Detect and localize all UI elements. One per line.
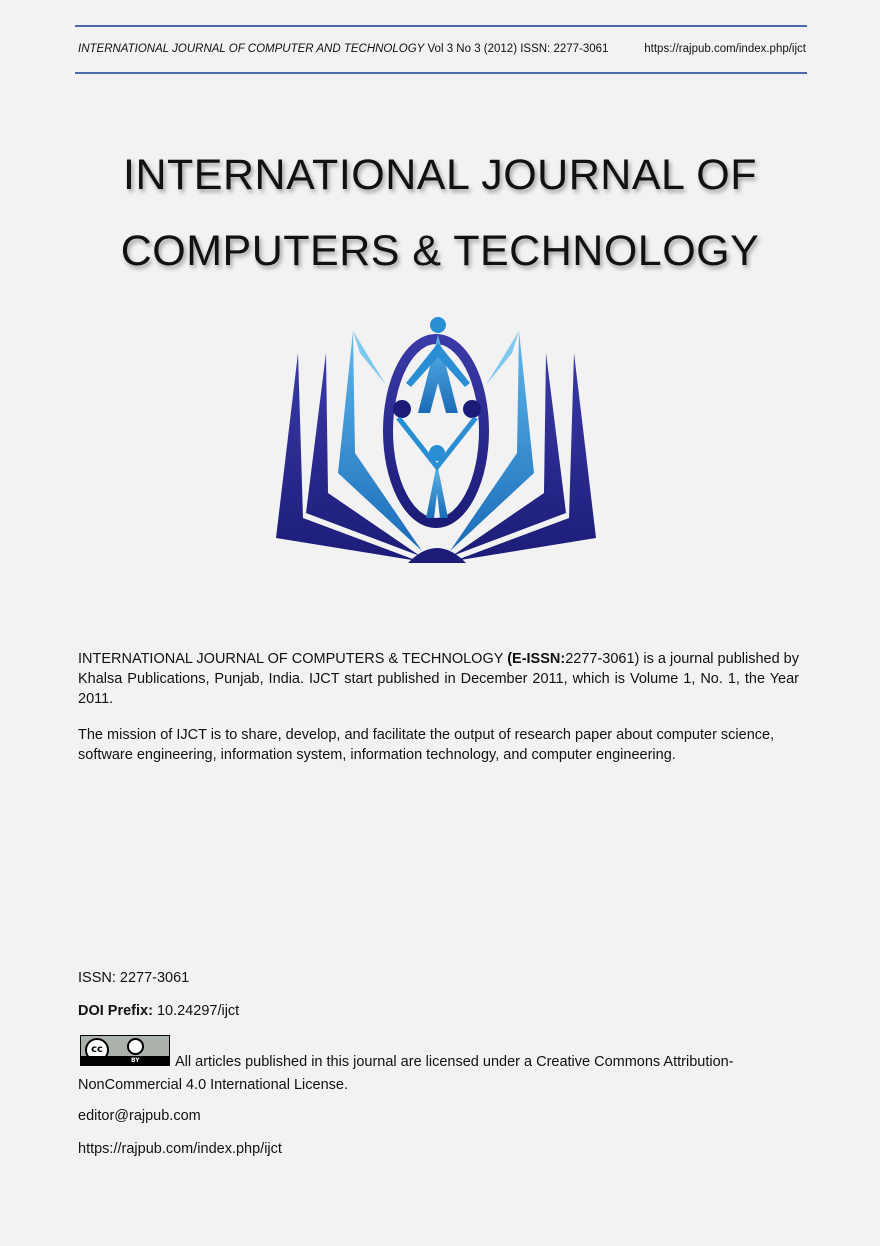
- journal-url[interactable]: https://rajpub.com/index.php/ijct: [78, 1141, 282, 1157]
- license-statement: All articles published in this journal are licensed under a Creative Commons Attribution-NonCommercial 4.0 International License.: [78, 1054, 734, 1093]
- contact-email[interactable]: editor@rajpub.com: [78, 1108, 201, 1124]
- header-rule-top: [75, 25, 807, 27]
- running-header: [78, 43, 806, 55]
- cc-icon: cc: [85, 1038, 109, 1062]
- cc-by-label: BY: [131, 1057, 140, 1064]
- doi-prefix: DOI Prefix: 10.24297/ijct: [78, 1003, 240, 1019]
- journal-description: INTERNATIONAL JOURNAL OF COMPUTERS & TECHNOLOGY (E-ISSN:2277-3061) is a journal published by Khalsa Publications, Punjab, India. IJCT start published in December 2011, which is Volume 1, No. 1, the Year 2011.: [78, 651, 799, 707]
- running-header-url[interactable]: https://rajpub.com/index.php/ijct: [644, 43, 806, 55]
- journal-title-line2: COMPUTERS & TECHNOLOGY: [120, 227, 760, 275]
- header-rule-bottom: [75, 72, 807, 74]
- issn-text: ISSN: 2277-3061: [78, 970, 190, 986]
- journal-logo-icon: [268, 313, 604, 573]
- journal-title-line1: INTERNATIONAL JOURNAL OF: [123, 151, 757, 199]
- journal-mission: The mission of IJCT is to share, develop, and facilitate the output of research paper about computer science, software engineering, information system, information technology, and computer engineering.: [78, 727, 775, 763]
- running-header-journal: INTERNATIONAL JOURNAL OF COMPUTER AND TECHNOLOGY Vol 3 No 3 (2012) ISSN: 2277-3061: [78, 43, 609, 55]
